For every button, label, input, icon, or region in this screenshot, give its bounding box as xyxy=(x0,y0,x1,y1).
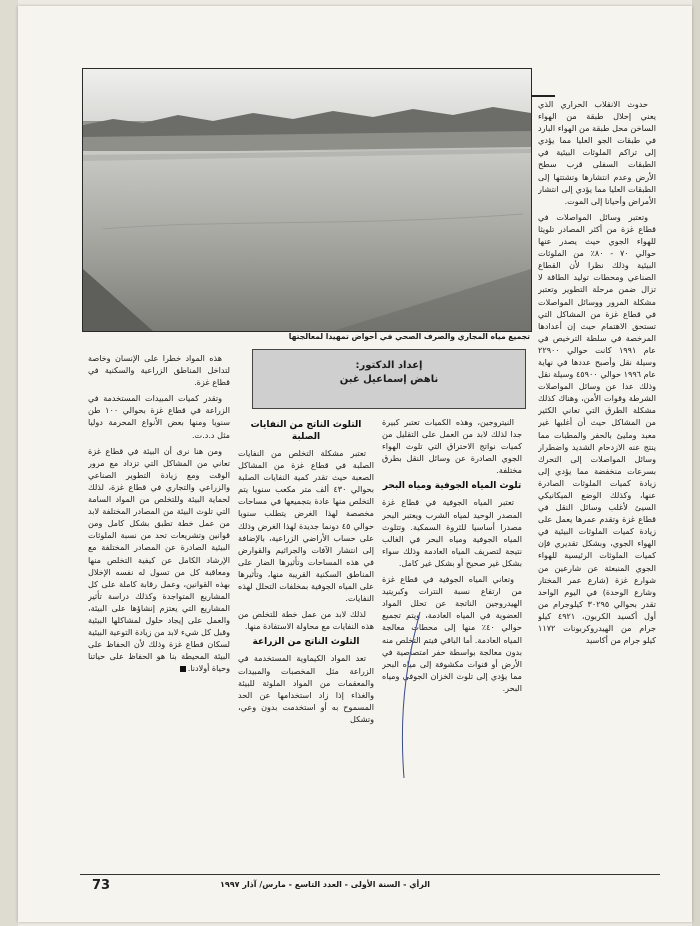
paragraph: وتعاني المياه الجوفية في قطاع غزة من ارتفاع نسبة النترات وكبريتيد الهيدروجين الناتجة عن تحلل المواد العضوية في المياه العادمة، ويتم تجميع حوالي ٤٠٪ منها إلى محطات معالجة المياه العادمة. أما الباقي فيتم التخلص منه بدون معالجة بواسطة حفر امتصاصية في الأرض أو قنوات مكشوفة إلى مياه البحر مما يؤدي إلى تلوث الخزان الجوفي ومياه البحر. xyxy=(382,574,522,693)
section-heading-agriculture: التلوث الناتج من الزراعة xyxy=(252,637,360,648)
end-of-article-mark xyxy=(180,666,186,672)
page-footer: الرأي - السنة الأولى - العدد التاسع - مارس/ آذار ١٩٩٧ xyxy=(220,880,430,889)
paragraph: لذلك لابد من عمل خطة للتخلص من هذه النفايات مع محاولة الاستفادة منها. xyxy=(238,609,374,632)
scan-margin-left xyxy=(0,0,18,926)
author-name: ناهض إسماعيل غبن xyxy=(339,374,439,385)
paragraph: هذه المواد خطرا على الإنسان وخاصة لتداخل المناطق الزراعية والسكنية في قطاع غزة. xyxy=(88,353,230,388)
paragraph: حدوث الانقلاب الحراري الذي يعني إحلال طبقة من الهواء الساخن محل طبقة من الهواء البارد في طبقات الجو العليا مما يؤدي إلى تراكم الملوثات البيئية في الطبقات السفلى قرب سطح الأرض وعدم انتشارها وتشتتها إلى الطبقات العليا مما يؤدي إلى انتشار الأمراض وأحيانا إلى الموت. xyxy=(538,99,656,206)
pen-mark xyxy=(390,610,430,780)
column-top-rule xyxy=(531,95,555,97)
column-left xyxy=(88,352,230,870)
paragraph: وتقدر كميات المبيدات المستخدمة في الزراعة في قطاع غزة بحوالي ١٠٠ طن سنويا ومنها بعض الأنواع المحرمة دوليا مثل د.د.ت. xyxy=(88,393,230,440)
author-box xyxy=(252,349,526,409)
footer-rule xyxy=(80,874,660,875)
paragraph: النيتروجين، وهذه الكميات تعتبر كبيرة جدا لذلك لابد من العمل على التقليل من كميات نواتج الاحتراق التي تلوث الهواء الجوي الصادرة عن وسائل النقل بطرق مختلفة. xyxy=(382,417,522,476)
page-number: 73 xyxy=(92,878,111,893)
paragraph-text: ومن هنا نرى أن البيئة في قطاع غزة تعاني من المشاكل التي تزداد مع مرور الوقت ومع زيادة التطوير الصناعي والزراعي والتجاري في قطاع غزة، لذلك لحماية البيئة وللتخلص من المواد السامة التي تلوث البيئة من المصادر المختلفة لابد من عمل خطة تطبق بشكل كامل ومن قوانين وتشريعات تحد من نسبة الملوثات البيئية الصادرة عن المصادر المختلفة مع الإرشاد الكامل عن كيفية التخلص منها ومعاقبة كل من تسول له نفسه الإخلال بهذه القوانين، وعمل رقابة كاملة على كل المشاريع المتواجدة وكذلك دراسة تأثير المشاريع التي يعتزم إنشاؤها على البيئة، والعمل على إيجاد حلول لمشاكلها البيئية وقبل كل شيء لابد من زيادة التوعية البيئية لسكان قطاع غزة وذلك لأن الحفاظ على البيئة المحيطة بنا هو الحفاظ على حياتنا وحياة أولادنا. xyxy=(88,445,230,674)
paragraph: وتعتبر وسائل المواصلات في قطاع غزة من أكثر المصادر تلويثا للهواء الجوي حيث يصدر عنها حوالي ٧٠ - ٨٠٪ من الملوثات البيئية وذلك نظرا لأن القطاع الصناعي ومحطات توليد الطاقة لا تزال ضمن مرحلة التطوير وتعتبر مشكلة المرور ووسائل المواصلات في قطاع غزة من المشاكل التي تستحق الاهتمام حيث إن أعدادها المرخصة في سلطة الترخيص في عام ١٩٩١ كانت حوالي ٢٢٩٠٠ وسيلة نقل وأصبح عددها في نهاية عام ١٩٩٦ حوالي ٤٥٩٠٠ وسيلة نقل وذلك عدا عن وسائل المواصلات الشرطة وقوات الأمن، وهناك كذلك مشكلة الطرق التي تعاني الكثير من المشاكل حيث أن أغلبها غير معبد ومليئ بالحفر والمطبات مما ينتج عنه الازدحام الشديد واضطرار وسائل المواصلات إلى التحرك بسرعات منخفضة مما يؤدي إلى زيادة كميات الملوثات الصادرة عنها، وكذلك الوضع الميكانيكي السيئ لأغلب وسائل النقل في قطاع غزة وتقدم عمرها يعمل على زيادة كميات الملوثات البيئية في الهواء الجوي، وبشكل تقديري فإن كميات الملوثات الرئيسية للهواء الجوي المنبعثة عن شارعين من شوارع غزة (شارع عمر المختار وشارع الوحدة) في اليوم الواحد تقدر بحوالي ٣٠٢٩٥ كيلوجرام من أول أكسيد الكربون، ٤٩٢١ كيلو جرام من الهيدروكربونات ١١٧٢ كيلو جرام من أكاسيد xyxy=(538,211,656,646)
photo-caption: تجميع مياه المجاري والصرف الصحي في أحواض تمهيدا لمعالجتها xyxy=(288,332,530,341)
scan-margin-right xyxy=(692,0,700,926)
section-heading-groundwater: تلوث المياه الجوفية ومياه البحر xyxy=(382,481,522,492)
paragraph: تعتبر مشكلة التخلص من النفايات الصلبة في قطاع غزة من المشاكل الصعبة حيث تقدر كمية النفايات الصلبة بحوالي ٤٣٠ ألف متر مكعب سنويا يتم التخلص منها عادة بتجميعها في مساحات مخصصة لهذا الغرض يتطلب سنويا حوالي ٤٥ دونما جديدة لهذا الغرض وذلك على حساب الأراضي الزراعية، بالإضافة إلى انتشار الآفات والجراثيم والقوارض في هذه المساحات وتأثيرها الضار على المناطق السكنية القريبة منها، وتأثيرها على المياه الجوفية بمخلفات التحلل لهذه النفايات. xyxy=(238,448,374,604)
paragraph-final xyxy=(88,445,230,675)
paragraph: تعتبر المياه الجوفية في قطاع غزة المصدر الوحيد لمياه الشرب ويعتبر البحر مصدرا أساسيا للثروة السمكية. وتتلوث المياه الجوفية ومياه البحر في الغالب نتيجة لتصريف المياه العادمة وذلك سواء بشكل غير صحيح أو بشكل غير كامل. xyxy=(382,497,522,568)
author-title: إعداد الدكتور: xyxy=(355,360,423,371)
sewage-pond-photo xyxy=(83,69,531,331)
paragraph: تعد المواد الكيماوية المستخدمة في الزراعة مثل المخصبات والمبيدات والمعقمات من المواد الملوثة للبيئة والغذاء إذا زاد استخدامها عن الحد المسموح به أو استخدمت بدون وعي، وتشكل xyxy=(238,653,374,724)
column-mid-left xyxy=(238,416,374,870)
section-heading-solid-waste: التلوث الناتج من النفايات الصلبة xyxy=(250,420,362,442)
column-right xyxy=(538,98,656,870)
article-photo xyxy=(82,68,532,332)
